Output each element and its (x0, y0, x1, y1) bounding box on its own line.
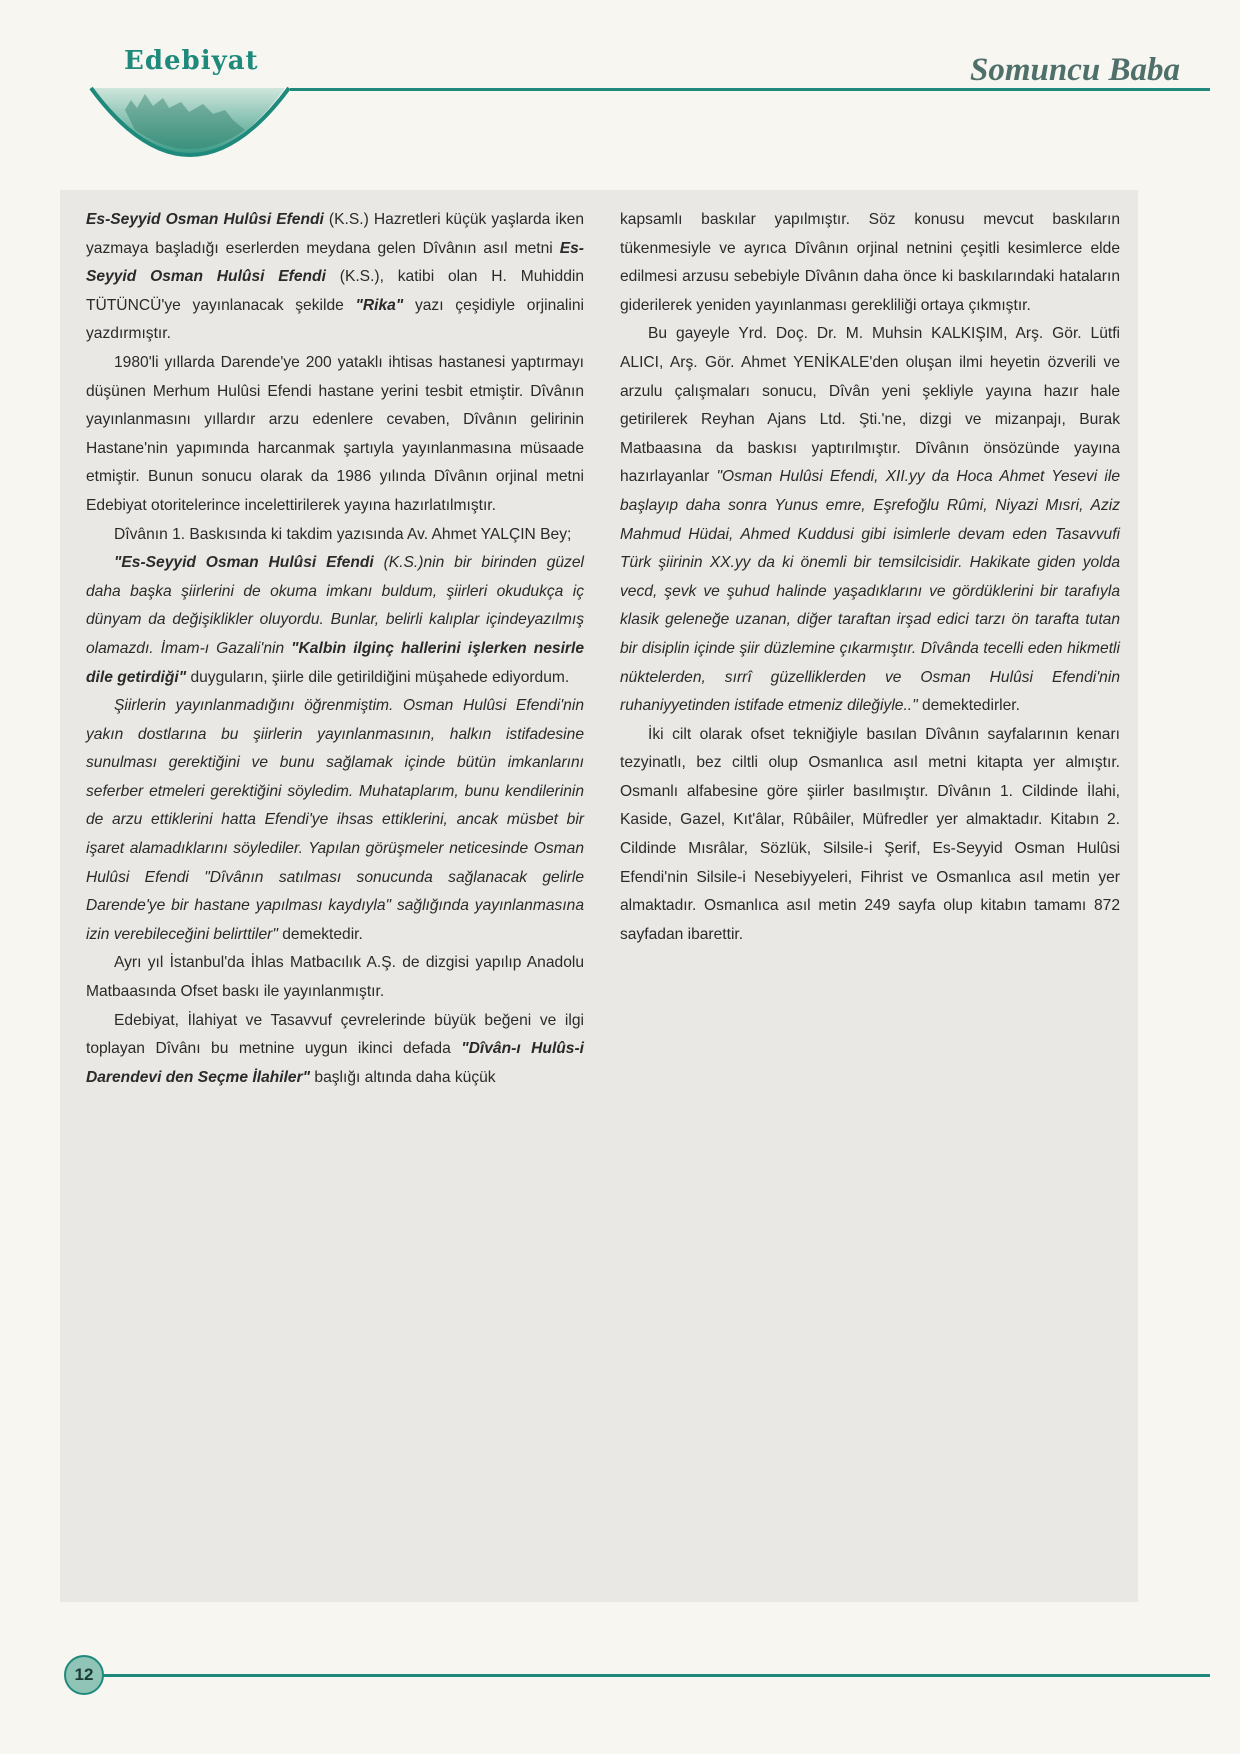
header-divider (290, 88, 1210, 91)
paragraph: Es-Seyyid Osman Hulûsi Efendi (K.S.) Hazretleri küçük yaşlarda iken yazmaya başladığı eserlerden meydana gelen Dîvânın asıl metni Es-Seyyid Osman Hulûsi Efendi (K.S.), katibi olan H. Muhiddin TÜTÜNCÜ'ye yayınlanacak şekilde "Rika" yazı çeşidiyle orjinalini yazdırmıştır. (86, 211, 584, 343)
paragraph: İki cilt olarak ofset tekniğiyle basılan Dîvânın sayfalarının kenarı tezyinatlı, bez ciltli olup Osmanlıca asıl metni kitapta yer almıştır. Osmanlı alfabesine göre şiirler basılmıştır. Dîvânın 1. Cildinde İlahi, Kaside, Gazel, Kıt'âlar, Rûbâiler, Müfredler yer almaktadır. Kitabın 2. Cildinde Mısrâlar, Sözlük, Silsile-i Şerif, Es-Seyyid Osman Hulûsi Efendi'nin Silsile-i Nesebiyyeleri, Fihrist ve Osmanlıca asıl metin yer almaktadır. Osmanlıca asıl metin 249 sayfa olup kitabın tamamı 872 sayfadan ibarettir. (620, 725, 1120, 943)
paragraph: Bu gayeyle Yrd. Doç. Dr. M. Muhsin KALKIŞIM, Arş. Gör. Lütfi ALICI, Arş. Gör. Ahmet YENİKALE'den oluşan ilmi heyetin özverili ve arzulu çalışmaları sonucu, Dîvân yeni şekliyle yayına hazır hale getirilerek Reyhan Ajans Ltd. Şti.'ne, dizgi ve mizanpajı, Burak Matbaasına da baskısı yaptırılmıştır. Dîvânın önsözünde yayına hazırlayanlar "Osman Hulûsi Efendi, XII.yy da Hoca Ahmet Yesevi ile başlayıp daha sonra Yunus emre, Eşrefoğlu Rûmi, Niyazi Mısri, Aziz Mahmud Hüdai, Ahmed Kuddusi gibi isimlerle devam eden Tasavvufi Türk şiirinin XX.yy da ki önemli bir temsilcisidir. Hakikate giden yolda vecd, şevk ve şuhud halinde yaşadıklarını ve gördüklerini bir tarafıyla klasik geleneğe uzanan, diğer taraftan irşad edici tarzı ön tarafta tutan bir disiplin içinde şiir düzlemine çıkarmıştır. Dîvânda tecelli eden hikmetli nüktelerden, sırrî güzelliklerden ve Osman Hulûsi Efendi'nin ruhaniyyetinden istifade etmeniz dileğiyle.." demektedirler. (620, 325, 1120, 715)
left-column (86, 206, 584, 1594)
footer-divider (96, 1674, 1210, 1677)
magazine-name: Somuncu Baba (970, 52, 1180, 88)
quote-paragraph: Şiirlerin yayınlanmadığını öğrenmiştim. Osman Hulûsi Efendi'nin yakın dostlarına bu şiirlerin yayınlanmasının, halkın istifadesine sunulması gerektiğini ve bunu sağlamak içinde bütün imkanlarını seferber etmeleri gerektiğini söyledim. Muhataplarım, bunu kendilerinin de arzu ettiklerini hatta Efendi'ye ihsas ettiklerini, ancak müsbet bir işaret alamadıklarını söylediler. Yapılan görüşmeler neticesinde Osman Hulûsi Efendi "Dîvânın satılması sonucunda sağlanacak gelirle Darende'ye bir hastane yapılması kaydıyla" sağlığında yayınlanmasına izin verebileceğini belirttiler" demektedir. (86, 697, 584, 943)
inline-quote: "Osman Hulûsi Efendi, XII.yy da Hoca Ahmet Yesevi ile başlayıp daha sonra Yunus emre, Eşrefoğlu Rûmi, Niyazi Mısri, Aziz Mahmud Hüdai, Ahmed Kuddusi gibi isimlerle devam eden Tasavvufi Türk şiirinin XX.yy da ki önemli bir temsilcisidir. Hakikate giden yolda vecd, şevk ve şuhud halinde yaşadıklarını ve gördüklerini bir tarafıyla klasik geleneğe uzanan, diğer taraftan irşad edici tarzı ön tarafta tutan bir disiplin içinde şiir düzlemine çıkarmıştır. Dîvânda tecelli eden hikmetli nüktelerden, sırrî güzelliklerden ve Osman Hulûsi Efendi'nin ruhaniyyetinden istifade etmeniz dileğiyle.." (620, 468, 1120, 715)
quote-paragraph: "Es-Seyyid Osman Hulûsi Efendi (K.S.)nin bir birinden güzel daha başka şiirlerini de okuma imkanı buldum, şiirleri okudukça iç dünyam da değişiklikler oluyordu. Bunlar, belirli kalıplar içindeyazılmış olamazdı. İmam-ı Gazali'nin "Kalbin ilginç hallerini işlerken nesirle dile getirdiği" duyguların, şiirle dile getirildiğini müşahede ediyordum. (86, 554, 584, 686)
right-column (620, 206, 1120, 1594)
section-label: Edebiyat (124, 46, 259, 76)
paragraph: kapsamlı baskılar yapılmıştır. Söz konusu mevcut baskıların tükenmesiyle ve ayrıca Dîvânın orjinal netnini çeşitli kesimlerce elde edilmesi arzusu sebebiyle Dîvânın daha önce ki baskılarındaki hataların giderilerek yeniden yayınlanması gerekliliği ortaya çıkmıştır. (620, 211, 1120, 314)
article-body (60, 190, 1138, 1602)
paragraph: Ayrı yıl İstanbul'da İhlas Matbacılık A.Ş. de dizgisi yapılıp Anadolu Matbaasında Ofset baskı ile yayınlanmıştır. (86, 954, 584, 1001)
paragraph: Edebiyat, İlahiyat ve Tasavvuf çevrelerinde büyük beğeni ve ilgi toplayan Dîvânı bu metnine uygun ikinci defada "Dîvân-ı Hulûs-i Darendevi den Seçme İlahiler" başlığı altında daha küçük (86, 1011, 585, 1086)
paragraph: 1980'li yıllarda Darende'ye 200 yataklı ihtisas hastanesi yaptırmayı düşünen Merhum Hulûsi Efendi hastane yerini tesbit etmiştir. Dîvânın yayınlanmasını yıllardır arzu edenlere cevaben, Dîvânın gelirinin Hastane'nin yapımında harcanmak şartıyla yayınlanmasına müsaade etmiştir. Bunun sonucu olarak da 1986 yılında Dîvânın orjinal metni Edebiyat otoritelerince incelettirilerek yayına hazırlatılmıştır. (86, 353, 584, 514)
paragraph: Dîvânın 1. Baskısında ki takdim yazısında Av. Ahmet YALÇIN Bey; (114, 525, 572, 543)
page-number: 12 (64, 1655, 104, 1695)
